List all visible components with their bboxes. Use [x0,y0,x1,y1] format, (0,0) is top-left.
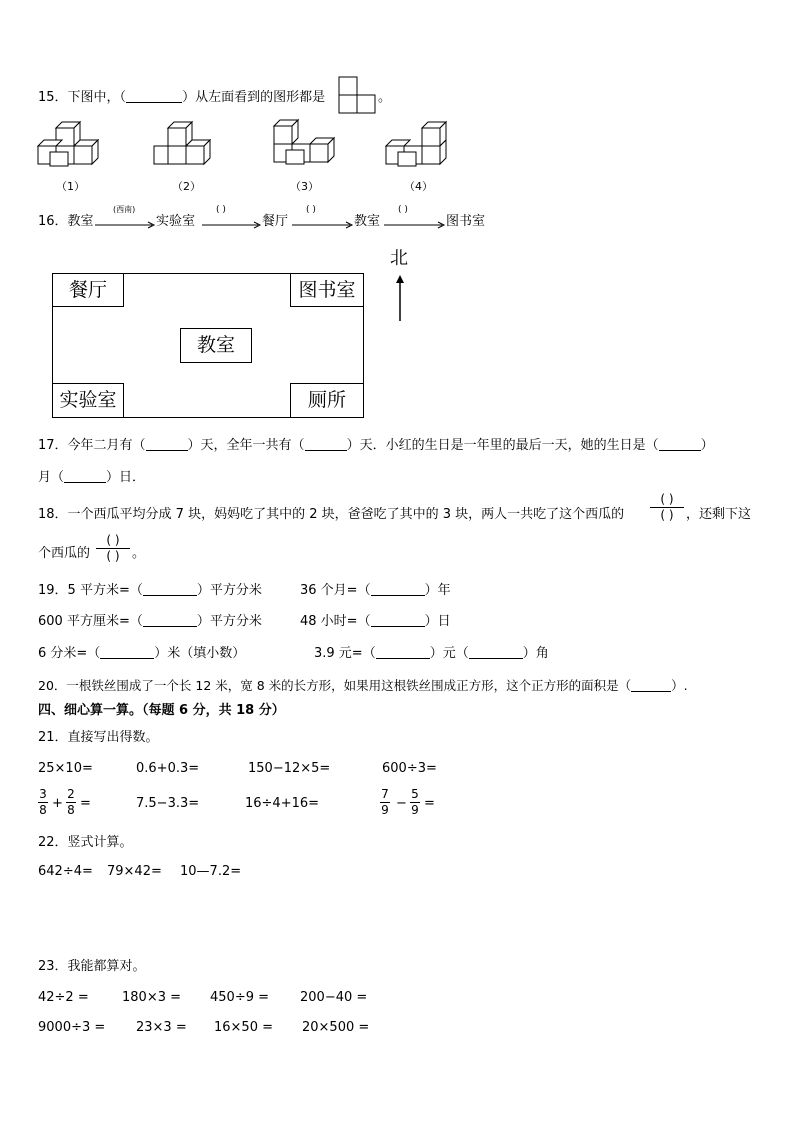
q21-item: 150−12×5= [248,761,331,776]
q21-item: 7.5−3.3= [136,796,200,811]
q23-item: 200−40 = [300,990,368,1005]
left-view-shape [338,76,378,116]
q21-frac-d: 5 9 [411,787,419,817]
q20-blank[interactable] [631,679,671,692]
q23-item: 9000÷3 = [38,1020,106,1035]
q21-eq2: = [424,796,435,811]
route-arrows [90,213,550,233]
q21-item: 0.6+0.3= [136,761,200,776]
route-stop-2: 实验室 [156,214,196,229]
q23-item: 450÷9 = [210,990,270,1005]
q19-blank-5[interactable] [100,646,154,659]
q19-blank-1[interactable] [143,583,197,596]
map-cesuo: 厕所 [290,383,363,417]
cube-figure-1 [36,120,106,170]
caption-1: （1） [56,180,85,193]
q23-title: 23．我能都算对。 [38,959,146,974]
q21-item: 16÷4+16= [245,796,320,811]
route-label-1: (西南) [113,205,136,214]
route-stop-4: 教室 [354,214,381,229]
q17-blank-4[interactable] [64,470,106,483]
q19-row3: 6 分米=（ ）米（填小数） [38,646,246,661]
north-arrow [393,274,407,322]
q21-item: 600÷3= [382,761,437,776]
map-canting: 餐厅 [53,274,124,307]
q21-frac-c: 7 9 [381,787,389,817]
q21-item: 25×10= [38,761,93,776]
q23-item: 20×500 = [302,1020,370,1035]
q21-op: + [52,796,63,811]
q18-line2-end: 。 [132,546,146,561]
q22-item: 10—7.2= [180,864,242,879]
cube-figure-3 [270,118,342,168]
cube-figure-2 [152,120,222,170]
q21-title: 21．直接写出得数。 [38,730,159,745]
q18-fraction-1[interactable]: ( ) ( ) [650,492,684,523]
section4-heading: 四、细心算一算。（每题 6 分，共 18 分） [38,703,285,718]
q17-blank-2[interactable] [305,438,347,451]
q19-row3b: 3.9 元=（ ）元（ ）角 [314,646,549,661]
q19-blank-7[interactable] [469,646,523,659]
q19-row2b: 48 小时=（ ）日 [300,614,451,629]
q17-blank-3[interactable] [659,438,701,451]
map-jiaoshi: 教室 [180,328,252,363]
route-label-2: ( ) [216,205,226,215]
q19-blank-2[interactable] [371,583,425,596]
q18-line2: 个西瓜的 [38,546,91,561]
q23-item: 23×3 = [136,1020,187,1035]
q18-line1-end: ，还剩下这 [686,507,752,522]
q15-blank[interactable] [126,90,182,103]
q22-title: 22．竖式计算。 [38,835,133,850]
q19-row1b: 36 个月=（ ）年 [300,583,451,598]
q23-item: 180×3 = [122,990,182,1005]
q17-blank-1[interactable] [146,438,188,451]
q22-item: 79×42= [107,864,162,879]
q21-op2: − [396,796,407,811]
q23-item: 16×50 = [214,1020,274,1035]
caption-4: （4） [404,180,433,193]
q18-line1: 18．一个西瓜平均分成 7 块，妈妈吃了其中的 2 块，爸爸吃了其中的 3 块，两人一共吃了这个西瓜的 [38,507,625,522]
q15-line: 15．下图中，（ ）从左面看到的图形都是 [38,90,326,105]
north-label: 北 [390,248,408,269]
q15-end: 。 [378,90,392,105]
route-label-3: ( ) [306,205,316,215]
route-label-4: ( ) [398,205,408,215]
q19-blank-6[interactable] [376,646,430,659]
q21-eq: = [80,796,91,811]
q19-blank-4[interactable] [371,614,425,627]
cube-figure-4 [384,120,456,170]
q16-line: 16．教室 [38,214,94,229]
q17-line1: 17．今年二月有（ ）天，全年一共有（ ）天．小红的生日是一年里的最后一天，她的生日是（ ） [38,438,714,453]
q19-blank-3[interactable] [143,614,197,627]
route-stop-5: 图书室 [446,214,486,229]
map-shiyanshi: 实验室 [53,383,124,417]
map-tushushi: 图书室 [290,274,363,307]
q23-item: 42÷2 = [38,990,89,1005]
q20-line: 20．一根铁丝围成了一个长 12 米，宽 8 米的长方形，如果用这根铁丝围成正方形，这个正方形的面积是（ ）. [38,678,688,693]
caption-3: （3） [290,180,319,193]
q19-row1: 19．5 平方米=（ ）平方分米 [38,583,262,598]
q18-fraction-2[interactable]: ( ) ( ) [96,533,130,564]
q22-item: 642÷4= [38,864,93,879]
q21-frac-b: 2 8 [67,787,75,817]
q17-line2: 月（ ）日． [38,470,146,485]
route-stop-3: 餐厅 [262,214,289,229]
q19-row2: 600 平方厘米=（ ）平方分米 [38,614,262,629]
q21-frac-a: 3 8 [39,787,47,817]
caption-2: （2） [172,180,201,193]
